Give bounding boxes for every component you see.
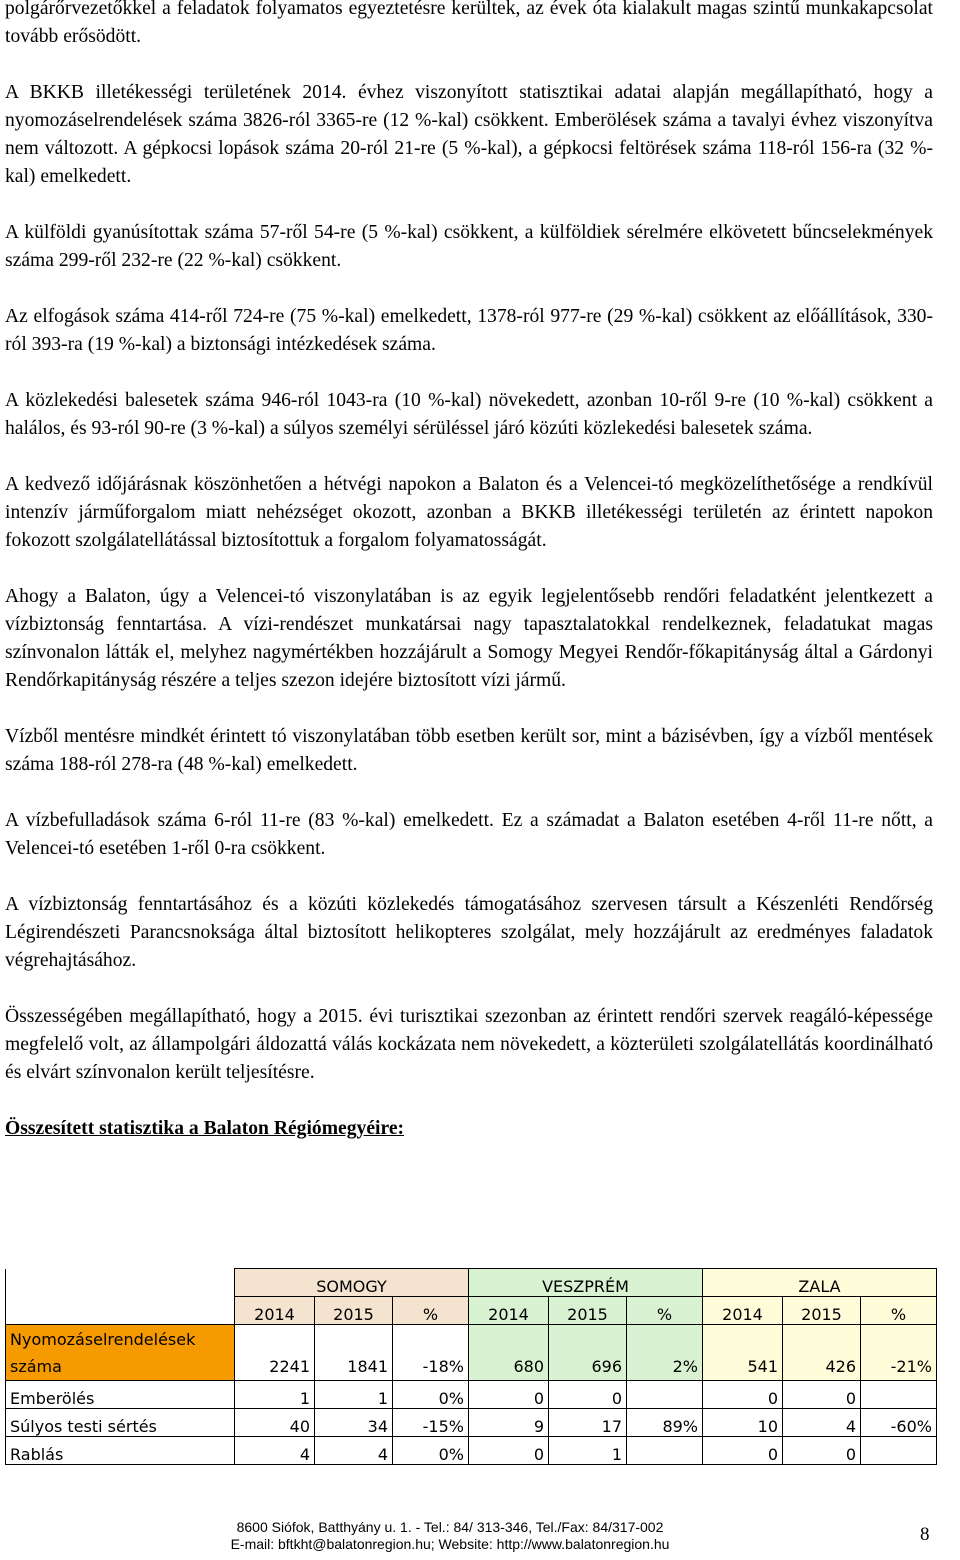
table-cell: 10 [703,1409,783,1437]
table-cell: 40 [235,1409,315,1437]
table-cell [861,1381,937,1409]
table-row [6,1409,937,1437]
table-cell [627,1437,703,1465]
table-cell: 0 [703,1381,783,1409]
table-row [6,1437,937,1465]
table-row [6,1325,937,1381]
paragraph-11: Összességében megállapítható, hogy a 2015. évi turisztikai szezonban az érintett rendőri szervek reagáló-képessége megfelelő volt, az állampolgári áldozattá válás kockázata nem növekedett, a közterületi szolgálatellátás koordinálható és elvárt színvonalon került teljesítésre. [5,1006,933,1083]
table-cell: 89% [627,1409,703,1437]
table-cell [627,1381,703,1409]
table-cell: 0 [469,1437,549,1465]
table-corner-cell-2 [6,1297,235,1325]
table-year-header-row [6,1297,937,1325]
table-cell: 2241 [235,1325,315,1381]
table-cell: 4 [235,1437,315,1465]
table-cell: 17 [549,1409,627,1437]
table-cell: -18% [393,1325,469,1381]
subheader-cell: 2014 [703,1297,783,1325]
footer-contact: E-mail: bftkht@balatonregion.hu; Website: http://www.balatonregion.hu [230,1536,670,1552]
table-cell: 0 [549,1381,627,1409]
statistics-table [5,1268,937,1465]
paragraph-9: A vízbefulladások száma 6-ról 11-re (83 %-kal) emelkedett. Ez a számadat a Balaton esetében 4-ről 11-re nőtt, a Velencei-tó esetében 1-ről 0-ra csökkent. [5,810,933,859]
row-label-line: Nyomozáselrendelések [10,1330,196,1349]
subheader-cell: % [861,1297,937,1325]
table-cell: -15% [393,1409,469,1437]
table-cell: 0 [469,1381,549,1409]
paragraph-4: Az elfogások száma 414-ről 724-re (75 %-kal) emelkedett, 1378-ról 977-re (29 %-kal) csökkent az előállítások, 330-ról 393-ra (19 %-kal) a biztonsági intézkedések száma. [5,306,933,355]
subheader-cell: % [393,1297,469,1325]
subheader-cell: 2015 [783,1297,861,1325]
group-header-veszprem: VESZPRÉM [469,1269,703,1297]
table-row [6,1381,937,1409]
table-cell: 2% [627,1325,703,1381]
subheader-cell: % [627,1297,703,1325]
row-label: Súlyos testi sértés [6,1409,235,1437]
table-cell: 4 [315,1437,393,1465]
table-cell: -60% [861,1409,937,1437]
table-cell: 1 [315,1381,393,1409]
paragraph-8: Vízből mentésre mindkét érintett tó viszonylatában több esetben került sor, mint a bázisévben, így a vízből mentések száma 188-ról 278-ra (48 %-kal) emelkedett. [5,726,933,775]
row-label: Emberölés [6,1381,235,1409]
table-cell [861,1437,937,1465]
subheader-cell: 2014 [235,1297,315,1325]
table-cell: 696 [549,1325,627,1381]
table-corner-cell [6,1269,235,1297]
paragraph-7: Ahogy a Balaton, úgy a Velencei-tó viszonylatában is az egyik legjelentősebb rendőri feladatként jelentkezett a vízbiztonság fenntartása. A vízi-rendészet munkatársai nagy tapasztalatokkal rendelkeznek, feladatukat magas színvonalon látták el, melyhez nagymértékben hozzájárult a Somogy Megyei Rendőr-főkapitányság által a Gárdonyi Rendőrkapitányság részére a teljes szezon idejére biztosított vízi jármű. [5,586,933,691]
page-footer [0,1519,900,1553]
page-number: 8 [920,1524,930,1545]
group-header-zala: ZALA [703,1269,937,1297]
table-cell: 34 [315,1409,393,1437]
row-label [6,1325,235,1381]
table-cell: 0 [783,1381,861,1409]
group-header-somogy: SOMOGY [235,1269,469,1297]
table-cell: 9 [469,1409,549,1437]
paragraph-1: polgárőrvezetőkkel a feladatok folyamatos egyeztetésre kerültek, az évek óta kialakult magas szintű munkakapcsolat tovább erősödött. [5,0,933,47]
body-text [5,0,933,1143]
table-cell: 1841 [315,1325,393,1381]
subheader-cell: 2014 [469,1297,549,1325]
paragraph-3: A külföldi gyanúsítottak száma 57-ről 54-re (5 %-kal) csökkent, a külföldiek sérelmére elkövetett bűncselekmények száma 299-ről 232-re (22 %-kal) csökkent. [5,222,933,271]
table-cell: 541 [703,1325,783,1381]
table-cell: 0 [783,1437,861,1465]
table-cell: -21% [861,1325,937,1381]
paragraph-10: A vízbiztonság fenntartásához és a közúti közlekedés támogatásához szervesen társult a Készenléti Rendőrség Légirendészeti Parancsnoksága által biztosított helikopteres szolgálat, mely hozzájárult az eredményes faladatok végrehajtásához. [5,894,933,971]
table-cell: 1 [549,1437,627,1465]
paragraph-5: A közlekedési balesetek száma 946-ról 1043-ra (10 %-kal) növekedett, azonban 10-ről 9-re (10 %-kal) csökkent a halálos, és 93-ról 90-re (3 %-kal) a súlyos személyi sérüléssel járó közúti közlekedési balesetek száma. [5,390,933,439]
table-cell: 0% [393,1437,469,1465]
table-cell: 0% [393,1381,469,1409]
table-group-header-row [6,1269,937,1297]
row-label-line: száma [10,1357,62,1376]
footer-address: 8600 Siófok, Batthyány u. 1. - Tel.: 84/ 313-346, Tel./Fax: 84/317-002 [236,1519,664,1535]
subheader-cell: 2015 [315,1297,393,1325]
paragraph-6: A kedvező időjárásnak köszönhetően a hétvégi napokon a Balaton és a Velencei-tó megközelíthetősége a rendkívül intenzív járműforgalom miatt nehézséget okozott, azonban a BKKB illetékességi területén az érintett napokon fokozott szolgálatellátással biztosítottuk a forgalom folyamatosságát. [5,474,933,551]
row-label: Rablás [6,1437,235,1465]
section-title: Összesített statisztika a Balaton Régiómegyéire: [5,1118,405,1139]
paragraph-2: A BKKB illetékességi területének 2014. évhez viszonyított statisztikai adatai alapján megállapítható, hogy a nyomozáselrendelések száma 3826-ról 3365-re (12 %-kal) csökkent. Emberölések száma a tavalyi évhez viszonyítva nem változott. A gépkocsi lopások száma 20-ról 21-re (5 %-kal), a gépkocsi feltörések száma 118-ról 156-ra (32 %-kal) emelkedett. [5,82,933,187]
table-cell: 1 [235,1381,315,1409]
table-cell: 426 [783,1325,861,1381]
table-cell: 4 [783,1409,861,1437]
table-cell: 0 [703,1437,783,1465]
subheader-cell: 2015 [549,1297,627,1325]
table-cell: 680 [469,1325,549,1381]
